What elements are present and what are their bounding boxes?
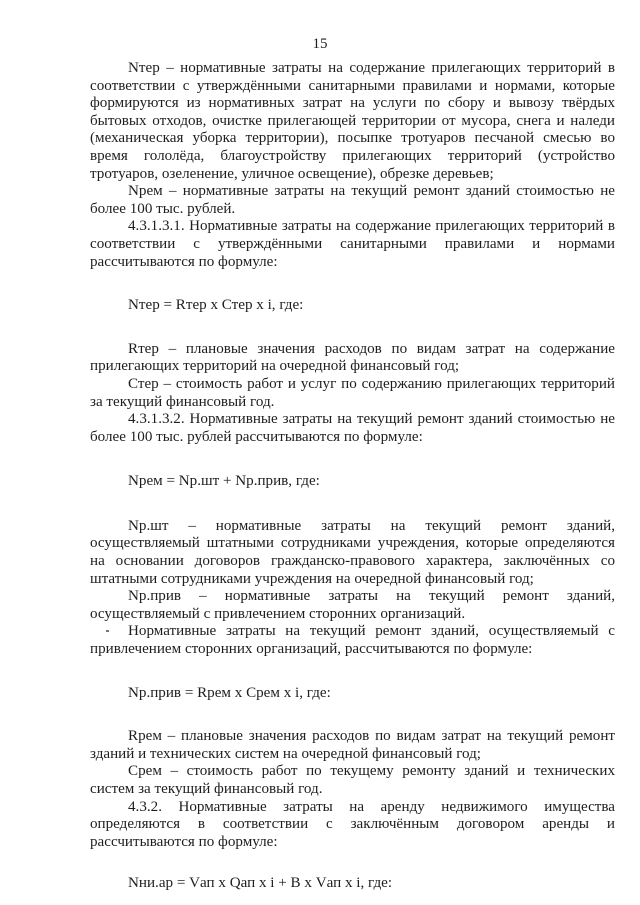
definition-paragraph: Rтер – плановые значения расходов по видам затрат на содержание прилегающих территорий на очередной финансовый год; — [90, 340, 615, 375]
formula: Nрем = Nр.шт + Nр.прив, где: — [128, 473, 320, 490]
formula: Nтер = Rтер х Стер х i, где: — [128, 297, 304, 314]
document-body — [90, 60, 615, 893]
body-paragraph: Нормативные затраты на текущий ремонт зданий, осуществляемый с привлечением сторонних организаций, рассчитываются по формуле: — [90, 623, 615, 658]
definition-paragraph: Стер – стоимость работ и услуг по содержанию прилегающих территорий за текущий финансовый год. — [90, 375, 615, 410]
definition-paragraph: Nтер – нормативные затраты на содержание прилегающих территорий в соответствии с утверждёнными санитарными правилами и нормами, которые формируются из нормативных затрат на услуги по сбору и вывозу твёрдых бытовых отходов, очистке прилегающей территории от мусора, снега и наледи (механическая уборка территории), посыпке тротуаров песчаной смесью во время гололёда, благоустройству прилегающих территорий (устройство тротуаров, озеленение, уличное освещение), обрезке деревьев; — [90, 60, 615, 182]
definition-paragraph: Срем – стоимость работ по текущему ремонту зданий и технических систем за текущий финансовый год. — [90, 763, 615, 797]
definition-paragraph: Nрем – нормативные затраты на текущий ремонт зданий стоимостью не более 100 тыс. рублей. — [90, 183, 615, 217]
formula: Nни.ар = Vап х Qап х i + B х Vап х i, где: — [128, 875, 393, 892]
page-number: 15 — [312, 36, 328, 52]
formula: Nр.прив = Rрем х Срем х i, где: — [128, 684, 331, 701]
definition-paragraph: Nр.шт – нормативные затраты на текущий ремонт зданий, осуществляемый штатными сотрудниками учреждения, которые определяются на основании договоров гражданско-правового характера, заключённых со штатными сотрудниками учреждения на очередной финансовый год; — [90, 517, 615, 587]
definition-paragraph: Nр.прив – нормативные затраты на текущий ремонт зданий, осуществляемый с привлечением сторонних организаций. — [90, 588, 615, 622]
section-paragraph: 4.3.1.3.2. Нормативные затраты на текущий ремонт зданий стоимостью не более 100 тыс. рублей рассчитываются по формуле: — [90, 411, 615, 445]
scan-speck — [106, 630, 109, 632]
definition-paragraph: Rрем – плановые значения расходов по видам затрат на текущий ремонт зданий и технических систем на очередной финансовый год; — [90, 728, 615, 762]
section-paragraph: 4.3.1.3.1. Нормативные затраты на содержание прилегающих территорий в соответствии с утверждёнными санитарными правилами и нормами рассчитываются по формуле: — [90, 218, 615, 270]
section-paragraph: 4.3.2. Нормативные затраты на аренду недвижимого имущества определяются в соответствии с заключённым договором аренды и рассчитываются по формуле: — [90, 798, 615, 850]
